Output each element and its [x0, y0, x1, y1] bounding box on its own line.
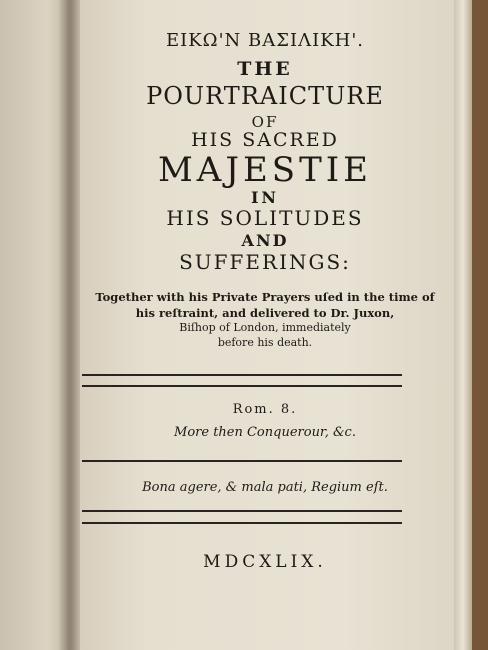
- title-in: IN: [250, 188, 280, 207]
- rule-middle: [82, 460, 402, 462]
- title-of: OF: [251, 113, 279, 131]
- rule-top-1: [82, 374, 402, 376]
- scripture-text: More then Conquerour, &c.: [174, 425, 356, 440]
- subtitle-line-2: his reſtraint, and delivered to Dr. Juxon,: [135, 306, 395, 320]
- title-the: THE: [237, 58, 293, 80]
- greek-title: ΕΙΚΩ'Ν ΒΑΣΙΛΙΚΗ'.: [165, 30, 365, 51]
- subtitle-line-1: Together with his Private Prayers uſed in the time of: [95, 290, 435, 304]
- title-his-sacred: HIS SACRED: [191, 129, 339, 151]
- publication-date: MDCXLIX.: [203, 552, 327, 572]
- subtitle-line-3: Biſhop of London, immediately: [179, 321, 351, 334]
- rule-bottom-2: [82, 522, 402, 524]
- title-page-content: [70, 0, 460, 650]
- title-and: AND: [241, 231, 289, 250]
- title-sufferings: SUFFERINGS:: [179, 250, 351, 274]
- scripture-reference: Rom. 8.: [232, 402, 298, 417]
- rule-bottom-1: [82, 510, 402, 512]
- title-pourtraicture: POURTRAICTURE: [146, 82, 384, 110]
- title-his-solitudes: HIS SOLITUDES: [166, 206, 364, 230]
- subtitle-line-4: before his death.: [217, 336, 313, 349]
- latin-motto: Bona agere, & mala pati, Regium eſt.: [142, 480, 388, 495]
- title-majestie: MAJESTIE: [157, 150, 373, 190]
- rule-top-2: [82, 385, 402, 387]
